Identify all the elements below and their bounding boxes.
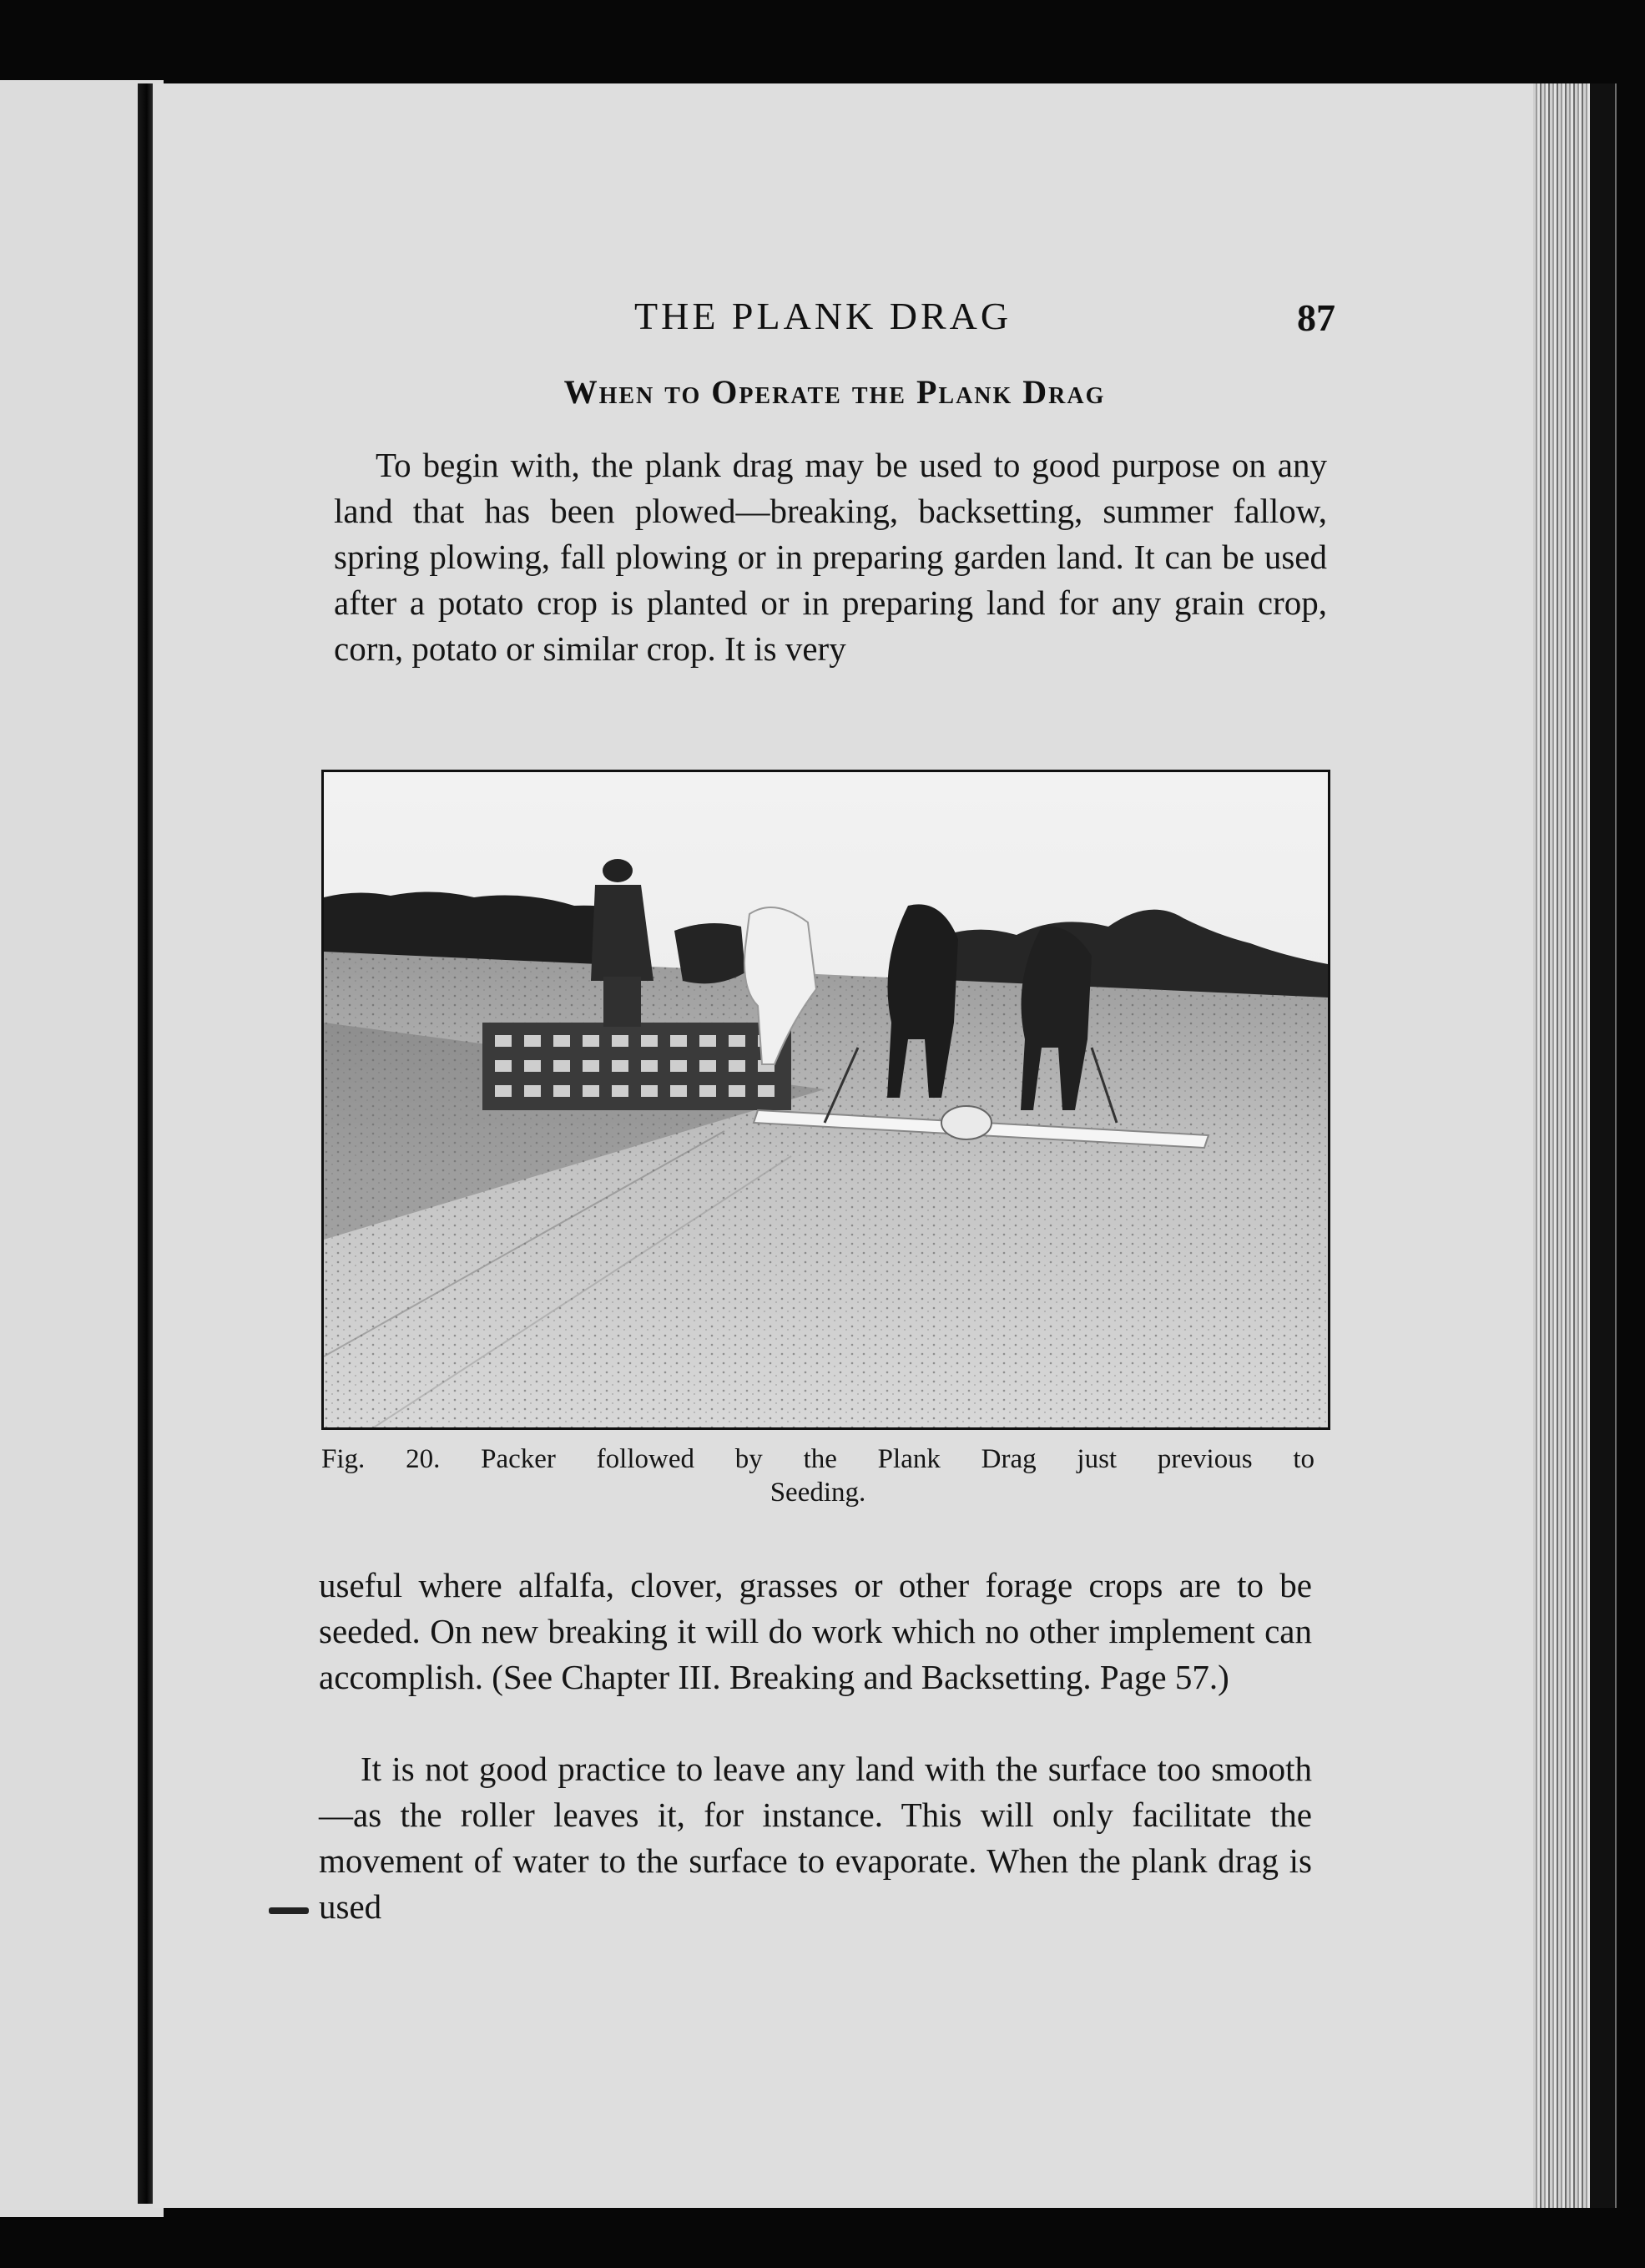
cover-edge [1590, 83, 1615, 2208]
figure-caption-line-2: Seeding. [770, 1477, 866, 1508]
paragraph-1: To begin with, the plank drag may be used to good purpose on any land that has been plowed—breaking, backsetting, summer fallow, spring plowing, fall plowing or in preparing garden land. It can be used after a potato crop is planted or in preparing land for any grain crop, corn, potato or similar crop. It is very [334, 446, 1327, 668]
field-photo [324, 772, 1328, 1427]
paragraph-2: useful where alfalfa, clover, grasses or other forage crops are to be seeded. On new breaking it will do work which no other implement can accomplish. (See Chapter III. Breaking and Backsetting. Page 57.) [319, 1566, 1312, 1696]
paragraph-3: It is not good practice to leave any land with the surface too smooth—as the roller leaves it, for instance. This will only facilitate the movement of water to the surface to evaporate. When the plank drag is used [319, 1750, 1312, 1926]
margin-mark [269, 1907, 309, 1914]
book-gutter [138, 83, 153, 2204]
figure-caption [321, 1442, 1314, 1509]
running-head-title: THE PLANK DRAG [634, 295, 1012, 337]
figure-photograph [321, 770, 1330, 1430]
section-heading: When to Operate the Plank Drag [563, 373, 1106, 411]
figure-caption-line-1: Fig. 20. Packer followed by the Plank Drag just previous to [321, 1444, 1314, 1474]
running-head [618, 284, 1335, 351]
page-number: 87 [1297, 296, 1335, 339]
